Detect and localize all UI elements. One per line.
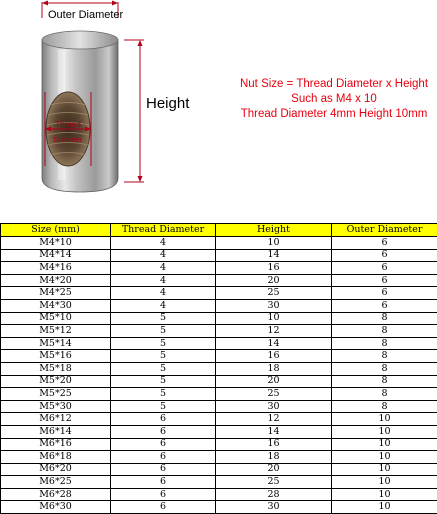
- cell-height: 10: [216, 312, 332, 325]
- cell-size: M6*14: [1, 425, 111, 438]
- cell-height: 14: [216, 425, 332, 438]
- cell-outer-diameter: 8: [332, 312, 437, 325]
- table-row: [1, 362, 437, 375]
- info-formula: Nut Size = Thread Diameter x Height: [236, 77, 432, 92]
- header-outer-diameter: Outer Diameter: [332, 224, 437, 237]
- cell-height: 20: [216, 274, 332, 287]
- cell-height: 12: [216, 413, 332, 426]
- product-illustration: [0, 0, 437, 222]
- cell-outer-diameter: 10: [332, 438, 437, 451]
- cell-size: M5*14: [1, 337, 111, 350]
- cell-size: M5*25: [1, 388, 111, 401]
- cell-thread-diameter: 5: [111, 388, 216, 401]
- table-row: [1, 299, 437, 312]
- cell-size: M6*16: [1, 438, 111, 451]
- cell-height: 25: [216, 388, 332, 401]
- outer-diameter-label: Outer Diameter: [48, 9, 123, 21]
- table-row: [1, 274, 437, 287]
- cell-thread-diameter: 4: [111, 287, 216, 300]
- cell-thread-diameter: 5: [111, 400, 216, 413]
- cell-outer-diameter: 8: [332, 388, 437, 401]
- cell-thread-diameter: 4: [111, 299, 216, 312]
- cell-outer-diameter: 8: [332, 400, 437, 413]
- cell-size: M6*20: [1, 463, 111, 476]
- table-row: [1, 237, 437, 250]
- size-spec-table: [0, 223, 437, 514]
- nut-size-info: [236, 77, 432, 122]
- cell-size: M6*12: [1, 413, 111, 426]
- thread-label-line1: Thread: [55, 120, 80, 129]
- cell-thread-diameter: 6: [111, 438, 216, 451]
- cell-outer-diameter: 6: [332, 287, 437, 300]
- cell-thread-diameter: 4: [111, 237, 216, 250]
- cell-thread-diameter: 5: [111, 337, 216, 350]
- table-row: [1, 325, 437, 338]
- cell-outer-diameter: 10: [332, 501, 437, 514]
- cell-size: M4*16: [1, 262, 111, 275]
- table-row: [1, 262, 437, 275]
- cell-height: 16: [216, 262, 332, 275]
- cell-size: M6*30: [1, 501, 111, 514]
- cell-outer-diameter: 10: [332, 463, 437, 476]
- table-row: [1, 451, 437, 464]
- cell-height: 20: [216, 375, 332, 388]
- cell-outer-diameter: 8: [332, 350, 437, 363]
- cell-outer-diameter: 8: [332, 325, 437, 338]
- cell-thread-diameter: 6: [111, 463, 216, 476]
- table-row: [1, 337, 437, 350]
- cell-thread-diameter: 6: [111, 476, 216, 489]
- table-row: [1, 375, 437, 388]
- cell-size: M5*12: [1, 325, 111, 338]
- cell-thread-diameter: 4: [111, 262, 216, 275]
- cell-size: M6*28: [1, 488, 111, 501]
- header-height: Height: [216, 224, 332, 237]
- cell-thread-diameter: 4: [111, 274, 216, 287]
- cell-outer-diameter: 6: [332, 262, 437, 275]
- cell-outer-diameter: 8: [332, 375, 437, 388]
- cell-height: 14: [216, 337, 332, 350]
- cell-thread-diameter: 5: [111, 362, 216, 375]
- cell-outer-diameter: 6: [332, 249, 437, 262]
- cell-size: M6*25: [1, 476, 111, 489]
- thread-label-line2: Diameter: [54, 137, 83, 144]
- cell-thread-diameter: 6: [111, 501, 216, 514]
- cell-height: 16: [216, 438, 332, 451]
- table-row: [1, 287, 437, 300]
- table-row: [1, 249, 437, 262]
- cell-outer-diameter: 8: [332, 337, 437, 350]
- cell-size: M4*14: [1, 249, 111, 262]
- cell-height: 12: [216, 325, 332, 338]
- cell-size: M4*10: [1, 237, 111, 250]
- table-row: [1, 413, 437, 426]
- cell-size: M6*18: [1, 451, 111, 464]
- table-row: [1, 350, 437, 363]
- cell-height: 18: [216, 362, 332, 375]
- table-header-row: [1, 224, 437, 237]
- table-row: [1, 476, 437, 489]
- cell-height: 16: [216, 350, 332, 363]
- cell-height: 30: [216, 501, 332, 514]
- cell-outer-diameter: 10: [332, 451, 437, 464]
- cell-height: 25: [216, 287, 332, 300]
- cell-height: 25: [216, 476, 332, 489]
- table-row: [1, 438, 437, 451]
- cell-height: 28: [216, 488, 332, 501]
- cell-size: M4*30: [1, 299, 111, 312]
- cell-thread-diameter: 6: [111, 413, 216, 426]
- table-row: [1, 501, 437, 514]
- header-thread-diameter: Thread Diameter: [111, 224, 216, 237]
- cell-thread-diameter: 5: [111, 350, 216, 363]
- cell-height: 10: [216, 237, 332, 250]
- cell-thread-diameter: 5: [111, 312, 216, 325]
- cell-outer-diameter: 10: [332, 425, 437, 438]
- cell-height: 20: [216, 463, 332, 476]
- cell-thread-diameter: 6: [111, 488, 216, 501]
- cell-size: M4*25: [1, 287, 111, 300]
- cell-size: M5*20: [1, 375, 111, 388]
- cell-outer-diameter: 6: [332, 237, 437, 250]
- cell-size: M4*20: [1, 274, 111, 287]
- cell-outer-diameter: 10: [332, 476, 437, 489]
- cell-outer-diameter: 10: [332, 413, 437, 426]
- table-row: [1, 463, 437, 476]
- table-row: [1, 312, 437, 325]
- table-row: [1, 400, 437, 413]
- cell-thread-diameter: 4: [111, 249, 216, 262]
- cell-height: 14: [216, 249, 332, 262]
- cell-height: 30: [216, 299, 332, 312]
- cell-thread-diameter: 6: [111, 451, 216, 464]
- table-row: [1, 388, 437, 401]
- table-body: [1, 237, 437, 514]
- header-size: Size (mm): [1, 224, 111, 237]
- cell-outer-diameter: 10: [332, 488, 437, 501]
- cell-size: M5*30: [1, 400, 111, 413]
- cell-thread-diameter: 5: [111, 375, 216, 388]
- info-example: Such as M4 x 10: [236, 92, 432, 107]
- cell-height: 18: [216, 451, 332, 464]
- height-label: Height: [146, 95, 189, 112]
- cell-outer-diameter: 6: [332, 299, 437, 312]
- cell-outer-diameter: 6: [332, 274, 437, 287]
- cell-height: 30: [216, 400, 332, 413]
- cell-size: M5*10: [1, 312, 111, 325]
- cell-outer-diameter: 8: [332, 362, 437, 375]
- cell-thread-diameter: 5: [111, 325, 216, 338]
- table-row: [1, 488, 437, 501]
- table-row: [1, 425, 437, 438]
- cell-thread-diameter: 6: [111, 425, 216, 438]
- cell-size: M5*16: [1, 350, 111, 363]
- info-example-detail: Thread Diameter 4mm Height 10mm: [236, 107, 432, 122]
- cell-size: M5*18: [1, 362, 111, 375]
